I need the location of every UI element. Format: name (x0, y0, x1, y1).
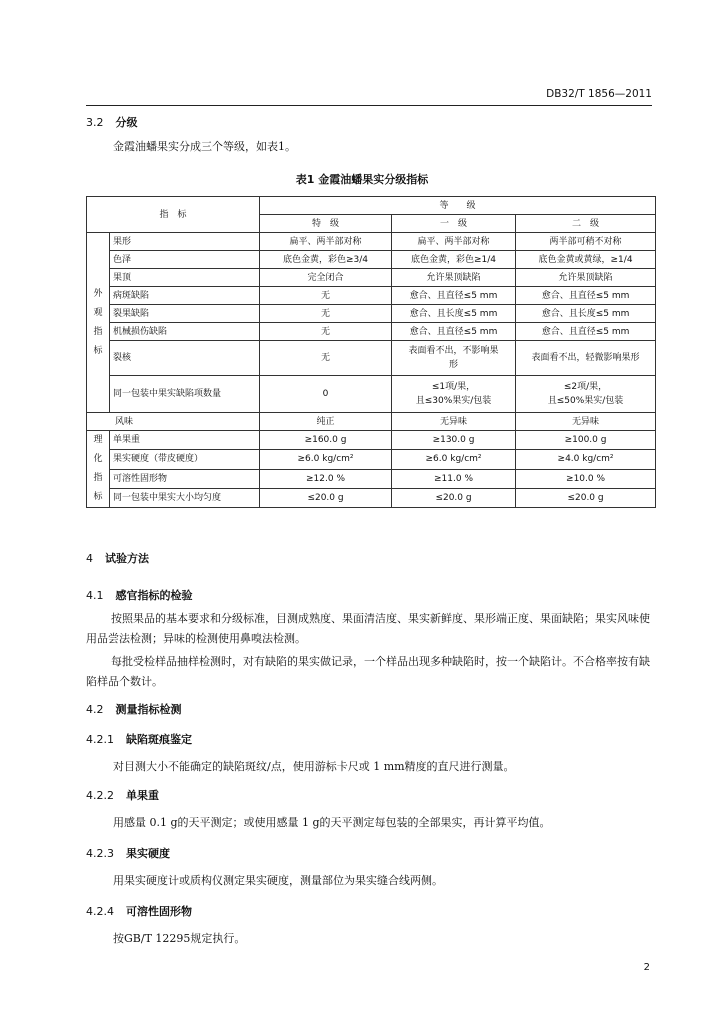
table-cell: 表面看不出，不影响果形 (392, 341, 516, 376)
heading-title: 单果重 (126, 789, 159, 802)
heading-number: 4.2 (86, 703, 104, 716)
row-label: 色泽 (110, 251, 260, 269)
row-label: 病斑缺陷 (110, 287, 260, 305)
grade-header: 等 级 (260, 197, 656, 215)
table-caption: 表1 金霞油蟠果实分级指标 (295, 173, 429, 186)
table-cell: 无 (260, 287, 392, 305)
table-cell: 愈合、且直径≤5 mm (516, 323, 656, 341)
table-cell: 底色金黄，彩色≥1/4 (392, 251, 516, 269)
table-cell: 愈合、且直径≤5 mm (392, 287, 516, 305)
heading-number: 4.2.1 (86, 733, 114, 746)
heading-title: 感官指标的检验 (115, 589, 193, 602)
table-cell: ≥4.0 kg/cm² (516, 450, 656, 469)
row-label: 单果重 (110, 431, 260, 450)
heading-4-2-2 (86, 787, 159, 803)
table-cell: 底色金黄，彩色≥3/4 (260, 251, 392, 269)
table-cell: ≤20.0 g (260, 488, 392, 507)
heading-4-2-3 (86, 845, 170, 861)
paragraph-4-2-2: 用感量 0.1 g的天平测定；或使用感量 1 g的天平测定每包装的全部果实，再计算平均值。 (113, 816, 551, 829)
row-label: 裂核 (110, 341, 260, 376)
table-cell: 扁平、两半部对称 (260, 233, 392, 251)
table-cell: 表面看不出，轻微影响果形 (516, 341, 656, 376)
table-cell: 允许果顶缺陷 (392, 269, 516, 287)
table-cell: ≥10.0 % (516, 469, 656, 488)
table-cell: 无 (260, 341, 392, 376)
row-label: 机械损伤缺陷 (110, 323, 260, 341)
table-cell: ≤20.0 g (516, 488, 656, 507)
table-cell: 允许果顶缺陷 (516, 269, 656, 287)
table-cell: ≥100.0 g (516, 431, 656, 450)
table-cell: 完全闭合 (260, 269, 392, 287)
heading-number: 4 (86, 552, 93, 565)
grading-table (86, 196, 656, 508)
heading-number: 4.2.4 (86, 905, 114, 918)
table-cell: 无异味 (392, 413, 516, 431)
table-cell: 愈合、且长度≤5 mm (392, 305, 516, 323)
table-cell: 无 (260, 305, 392, 323)
heading-4-2-1 (86, 731, 192, 747)
grade-first: 一 级 (392, 215, 516, 233)
grade-second: 二 级 (516, 215, 656, 233)
table-cell: 无异味 (516, 413, 656, 431)
heading-title: 测量指标检测 (115, 703, 182, 716)
table-cell: 底色金黄或黄绿，≥1/4 (516, 251, 656, 269)
row-label: 同一包装中果实大小均匀度 (110, 488, 260, 507)
heading-title: 可溶性固形物 (126, 905, 192, 918)
row-label: 果实硬度（带皮硬度） (110, 450, 260, 469)
table-cell: ≥12.0 % (260, 469, 392, 488)
heading-4-2-4 (86, 903, 192, 919)
table-cell: ≥6.0 kg/cm² (260, 450, 392, 469)
heading-4-2 (86, 701, 182, 717)
table-cell: 愈合、且长度≤5 mm (516, 305, 656, 323)
table-cell: 0 (260, 376, 392, 413)
cell-line: 且≤50%果实/包装 (547, 396, 624, 406)
row-label: 风味 (87, 413, 260, 431)
row-label: 同一包装中果实缺陷项数量 (110, 376, 260, 413)
physchem-group-label: 理化指标 (87, 431, 110, 508)
table-cell (516, 376, 656, 413)
heading-number: 4.2.2 (86, 789, 114, 802)
table-cell: ≥11.0 % (392, 469, 516, 488)
paragraph-4-1-a: 按照果品的基本要求和分级标准，目测成熟度、果面清洁度、果实新鲜度、果形端正度、果面缺陷；果实风味使用品尝法检测；异味的检测使用鼻嗅法检测。 (86, 612, 650, 645)
heading-title: 试验方法 (105, 552, 149, 565)
table-cell: 扁平、两半部对称 (392, 233, 516, 251)
paragraph-4-2-1: 对目测大小不能确定的缺陷斑纹/点，使用游标卡尺或 1 mm精度的直尺进行测量。 (113, 760, 515, 773)
table-cell: ≥160.0 g (260, 431, 392, 450)
row-label: 可溶性固形物 (110, 469, 260, 488)
paragraph-4-2-4: 按GB/T 12295规定执行。 (113, 932, 246, 945)
paragraph-4-1-b: 每批受检样品抽样检测时，对有缺陷的果实做记录，一个样品出现多种缺陷时，按一个缺陷计。不合格率按有缺陷样品个数计。 (86, 655, 650, 688)
heading-title: 分级 (115, 116, 138, 129)
table-cell: 纯正 (260, 413, 392, 431)
paragraph-4-2-3: 用果实硬度计或质构仪测定果实硬度，测量部位为果实缝合线两侧。 (113, 874, 443, 887)
cell-line: ≤2项/果， (563, 382, 608, 392)
heading-number: 4.1 (86, 589, 104, 602)
row-label: 果形 (110, 233, 260, 251)
cell-line: ≤1项/果， (431, 382, 476, 392)
table-cell: ≤20.0 g (392, 488, 516, 507)
heading-title: 果实硬度 (126, 847, 170, 860)
heading-number: 3.2 (86, 116, 104, 129)
heading-title: 缺陷斑痕鉴定 (126, 733, 192, 746)
grade-special: 特 级 (260, 215, 392, 233)
table-cell: 无 (260, 323, 392, 341)
document-id: DB32/T 1856—2011 (546, 88, 652, 100)
header-rule (86, 105, 652, 106)
cell-line: 且≤30%果实/包装 (415, 396, 492, 406)
row-label: 果顶 (110, 269, 260, 287)
table-cell: 愈合、且直径≤5 mm (392, 323, 516, 341)
heading-3-2 (86, 114, 138, 130)
appearance-group-label: 外观指标 (87, 233, 110, 413)
heading-number: 4.2.3 (86, 847, 114, 860)
table-cell: ≥130.0 g (392, 431, 516, 450)
heading-4 (86, 550, 149, 566)
table-cell (392, 376, 516, 413)
index-header: 指 标 (87, 197, 260, 233)
heading-4-1 (86, 587, 193, 603)
paragraph-3-2: 金霞油蟠果实分成三个等级，如表1。 (113, 140, 296, 153)
table-cell: ≥6.0 kg/cm² (392, 450, 516, 469)
table-cell: 两半部可稍不对称 (516, 233, 656, 251)
table-cell: 愈合、且直径≤5 mm (516, 287, 656, 305)
row-label: 裂果缺陷 (110, 305, 260, 323)
page-number: 2 (643, 962, 650, 973)
